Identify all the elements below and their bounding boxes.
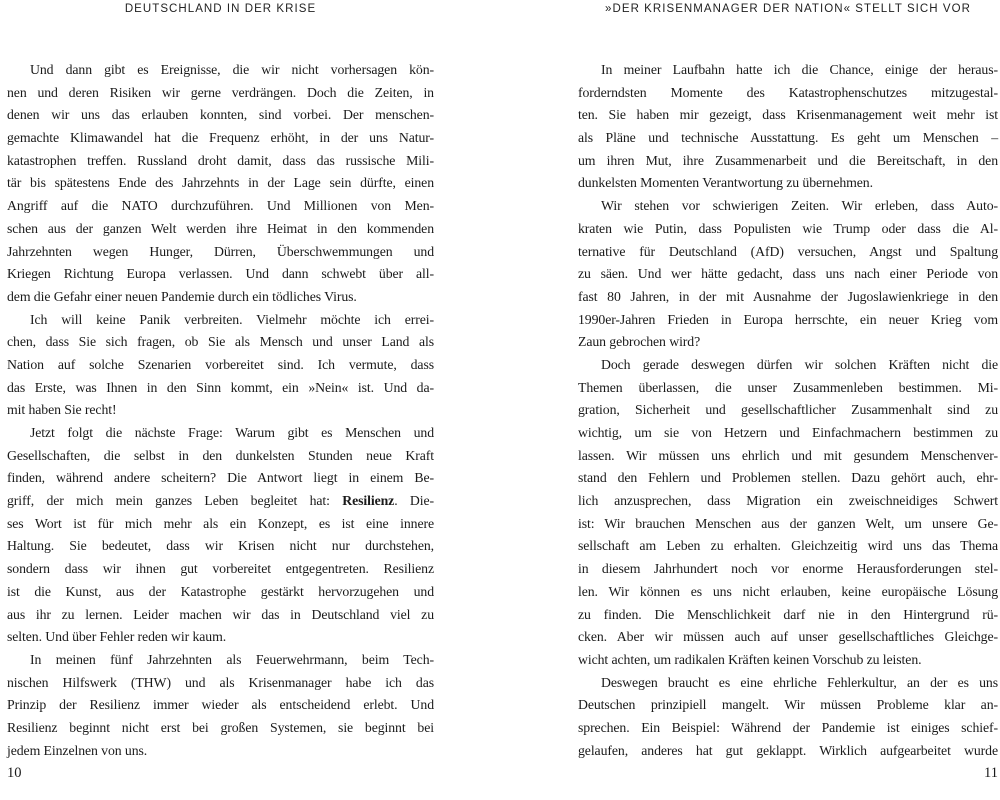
text-line: ses Wort ist für mich mehr als ein Konzept, es ist eine innere bbox=[7, 515, 434, 531]
text-line: ist die Kunst, aus der Katastrophe gestärkt hervorzugehen und bbox=[7, 583, 434, 599]
text-line: Ich will keine Panik verbreiten. Vielmehr möchte ich errei- bbox=[30, 311, 434, 327]
text-line: Kriegen Richtung Europa verlassen. Und dann schwebt über all- bbox=[7, 266, 434, 282]
text-line: Prinzip der Resilienz immer wieder als entscheidend erlebt. Und bbox=[7, 697, 434, 713]
text-line: aus ihr zu lernen. Leider machen wir das in Deutschland viel zu bbox=[7, 606, 434, 622]
paragraph bbox=[7, 422, 434, 649]
text-line: sellschaft am Leben zu erhalten. Gleichzeitig wird uns das Thema bbox=[578, 538, 998, 554]
text-line: len. Wir können es uns nicht erlauben, keine europäische Lösung bbox=[578, 583, 998, 599]
text-line: finden, während andere scheitern? Die Antwort liegt in einem Be- bbox=[7, 470, 434, 486]
text-line: dunkelsten Momenten Verantwortung zu übernehmen. bbox=[578, 175, 873, 191]
text-line: nen und deren Risiken wir gerne verdrängen. Doch die Zeiten, in bbox=[7, 84, 434, 100]
text-line: In meinen fünf Jahrzehnten als Feuerwehrmann, beim Tech- bbox=[30, 651, 434, 667]
text-line: zu finden. Die Menschlichkeit darf nie in den Hintergrund rü- bbox=[578, 606, 998, 622]
text-line: lassen. Wir müssen uns ehrlich und mit gesundem Menschenver- bbox=[578, 447, 998, 463]
text-line: jedem Einzelnen von uns. bbox=[7, 742, 148, 758]
text-line: gemachte Klimawandel hat die Frequenz erhöht, in der uns Natur- bbox=[7, 130, 434, 146]
text-line: katastrophen treffen. Russland droht damit, dass das russische Mili- bbox=[7, 152, 434, 168]
text-line: ist: Wir brauchen Menschen aus der ganzen Welt, um unsere Ge- bbox=[578, 515, 998, 531]
bold-keyword: Resilienz bbox=[342, 493, 395, 509]
text-line: Haltung. Sie bedeutet, dass wir Krisen nicht nur durchstehen, bbox=[7, 538, 434, 554]
text-line: in diesem Jahrhundert noch vor enorme Herausforderungen stel- bbox=[578, 561, 998, 577]
text-line: Jahrzehnten wegen Hunger, Dürren, Überschwemmungen und bbox=[7, 243, 434, 259]
text-line: In meiner Laufbahn hatte ich die Chance, einige der heraus- bbox=[601, 62, 998, 77]
text-line: ternative für Deutschland (AfD) versuchen, Angst und Spaltung bbox=[578, 243, 998, 259]
running-header-right: »DER KRISENMANAGER DER NATION« STELLT SICH VOR bbox=[605, 3, 971, 15]
text-line: Angriff auf die NATO durchzuführen. Und Millionen von Men- bbox=[7, 198, 434, 214]
text-line: fast 80 Jahren, in der mit Ausnahme der Jugoslawienkriege in den bbox=[578, 288, 998, 304]
text-line: sondern dass wir ihnen gut vorbereitet entgegentreten. Resilienz bbox=[7, 561, 434, 577]
text-line: Deswegen braucht es eine ehrliche Fehlerkultur, an der es uns bbox=[601, 674, 998, 690]
text-line: lich anzusprechen, dass Migration ein zweischneidiges Schwert bbox=[578, 493, 998, 509]
text-line: denen wir uns das erlauben konnten, sind vorbei. Der menschen- bbox=[7, 107, 434, 123]
text-line: Zaun gebrochen wird? bbox=[578, 334, 701, 350]
text-line: als Pläne und technische Ausstattung. Es geht um Menschen – bbox=[578, 130, 998, 146]
text-line: tär bis spätestens Ende des Jahrzehnts in der Lage sein dürfte, einen bbox=[7, 175, 434, 191]
text-line: cken. Aber wir müssen auch auf unser gesellschaftliches Gleichge- bbox=[578, 629, 998, 645]
paragraph bbox=[578, 672, 998, 763]
text-line: Gesellschaften, die selbst in den dunkelsten Stunden neue Kraft bbox=[7, 447, 434, 463]
text-line: Jetzt folgt die nächste Frage: Warum gibt es Menschen und bbox=[30, 425, 434, 440]
page-number-left: 10 bbox=[7, 765, 22, 781]
page-left bbox=[7, 0, 434, 800]
text-line bbox=[7, 490, 434, 513]
paragraph bbox=[7, 649, 434, 762]
paragraph bbox=[578, 59, 998, 195]
text-line: Nation auf solche Szenarien vorbereitet sind. Ich vermute, dass bbox=[7, 356, 434, 372]
page-right bbox=[578, 0, 998, 800]
text-line: stand den Fehlern und Problemen stellen. Dazu gehört auch, ehr- bbox=[578, 470, 998, 486]
text-line: um ihren Mut, ihre Zusammenarbeit und die Bereitschaft, in den bbox=[578, 152, 998, 168]
text-line: zu säen. Und wer hätte gedacht, dass uns nach einer Periode von bbox=[578, 266, 998, 282]
text-line: das Erste, was Ihnen in den Sinn kommt, ein »Nein« ist. Und da- bbox=[7, 379, 434, 395]
page-body-right bbox=[578, 59, 998, 762]
text-line: ten. Sie haben mir gezeigt, dass Krisenmanagement weit mehr ist bbox=[578, 107, 998, 123]
paragraph bbox=[7, 59, 434, 309]
text-line: nischen Hilfswerk (THW) und als Krisenmanager habe ich das bbox=[7, 674, 434, 690]
text-line: forderndsten Momente des Katastrophenschutzes mitzugestal- bbox=[578, 84, 998, 100]
text-line: gration, Sicherheit und gesellschaftlicher Zusammenhalt sind zu bbox=[578, 402, 998, 418]
text-line: schen aus der ganzen Welt werden ihre Heimat in den kommenden bbox=[7, 220, 434, 236]
text-line: mit haben Sie recht! bbox=[7, 402, 117, 418]
text-line: selten. Und über Fehler reden wir kaum. bbox=[7, 629, 227, 645]
text-line: Doch gerade deswegen dürfen wir solchen Kräften nicht die bbox=[601, 356, 998, 372]
page-number-right: 11 bbox=[984, 765, 998, 781]
text-line: wicht achten, um radikalen Kräften keinen Vorschub zu leisten. bbox=[578, 651, 922, 667]
text-line: Wir stehen vor schwierigen Zeiten. Wir erleben, dass Auto- bbox=[601, 198, 998, 214]
text-line: 1990er-Jahren Frieden in Europa herrschte, ein neuer Krieg vom bbox=[578, 311, 998, 327]
text-line: sprechen. Ein Beispiel: Während der Pandemie ist einiges schief- bbox=[578, 719, 998, 735]
text-segment: . Die- bbox=[394, 493, 434, 509]
text-segment: griff, der mich mein ganzes Leben begleitet hat: bbox=[7, 493, 343, 509]
text-line: Und dann gibt es Ereignisse, die wir nicht vorhersagen kön- bbox=[30, 62, 434, 77]
text-line: Themen überlassen, die unser Zusammenleben bestimmen. Mi- bbox=[578, 379, 998, 395]
paragraph bbox=[7, 309, 434, 422]
text-line: gelaufen, anderes hat gut geklappt. Wirklich aufgearbeitet wurde bbox=[578, 742, 998, 758]
paragraph bbox=[578, 195, 998, 354]
text-line: chen, dass Sie sich fragen, ob Sie als Mensch und unser Land als bbox=[7, 334, 434, 350]
text-line: Deutschen prinzipiell mangelt. Wir müssen Probleme klar an- bbox=[578, 697, 998, 713]
text-line: Resilienz beginnt nicht erst bei großen Systemen, sie beginnt bei bbox=[7, 719, 434, 735]
text-line: kraten wie Putin, dass Populisten wie Trump oder dass die Al- bbox=[578, 220, 998, 236]
running-header-left: DEUTSCHLAND IN DER KRISE bbox=[124, 3, 317, 15]
page-body-left bbox=[7, 59, 434, 762]
paragraph bbox=[578, 354, 998, 672]
text-line: wichtig, um sie von Hetzern und Einfachmachern bestimmen zu bbox=[578, 425, 998, 440]
text-line: dem die Gefahr einer neuen Pandemie durch ein tödliches Virus. bbox=[7, 288, 357, 304]
